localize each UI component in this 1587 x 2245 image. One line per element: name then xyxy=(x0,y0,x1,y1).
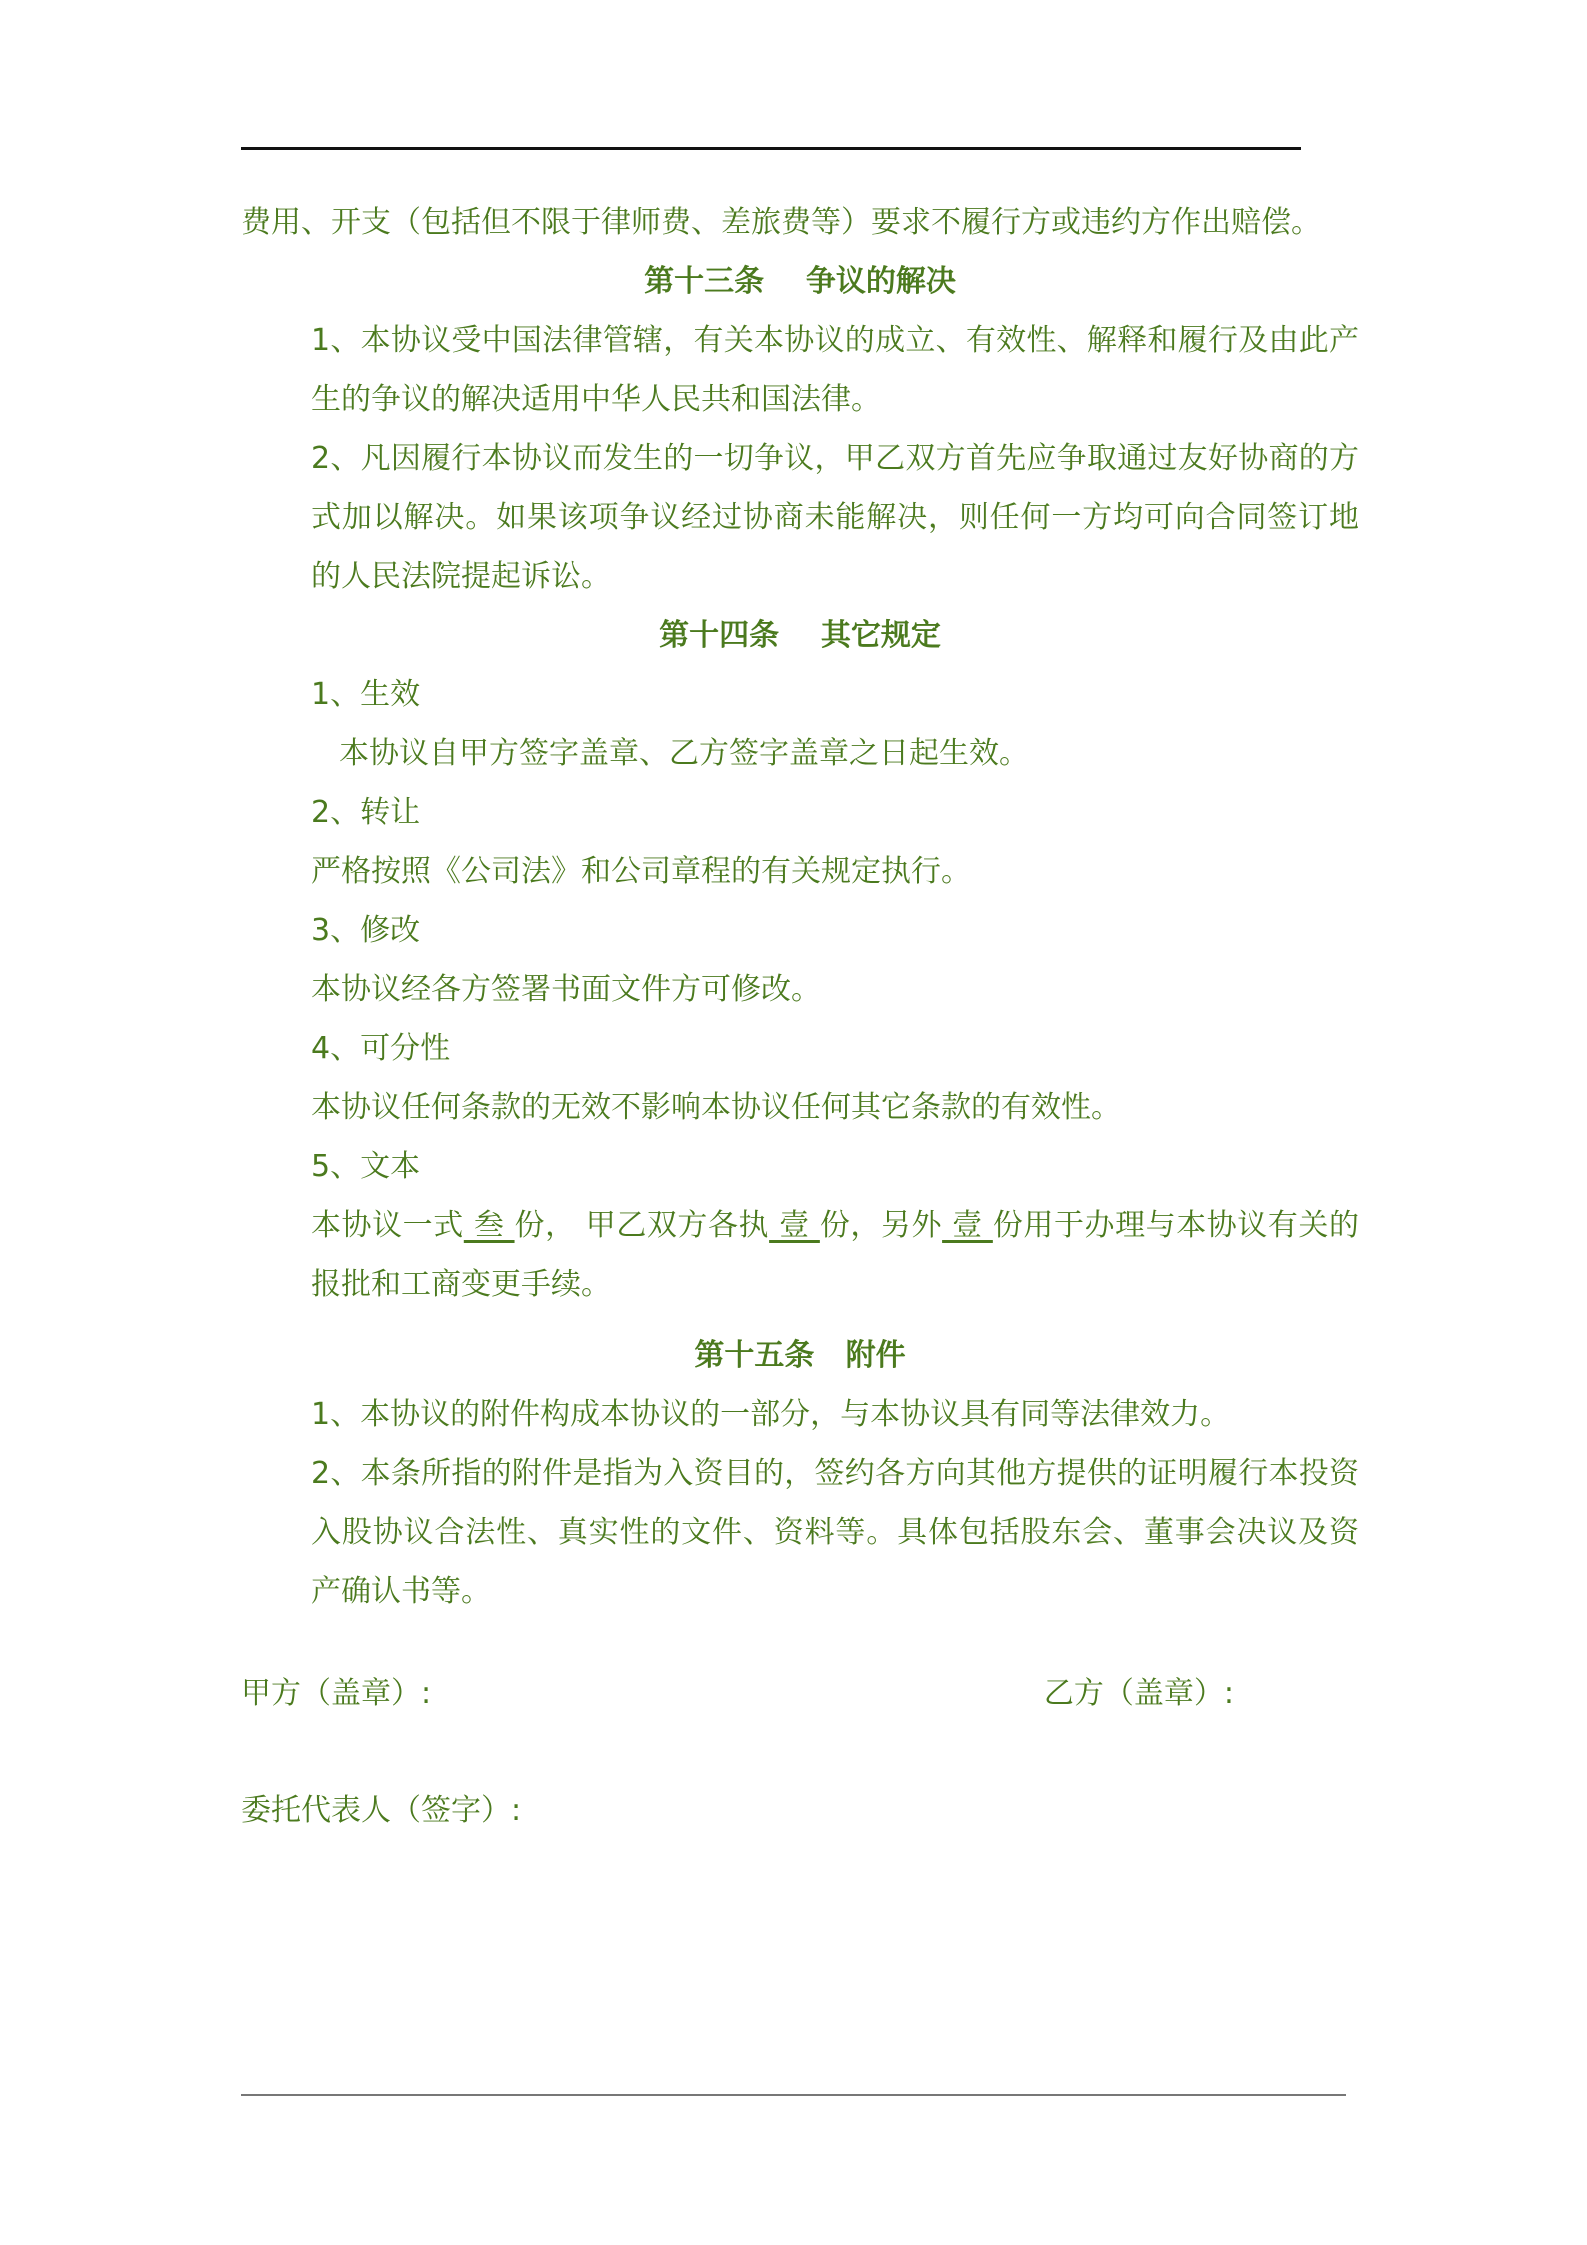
document-body xyxy=(241,193,1359,1840)
top-rule xyxy=(241,147,1301,150)
copies-text-c: 份，另外 xyxy=(819,1208,943,1243)
signature-row xyxy=(241,1664,1359,1723)
article-13-clause-2: 2、凡因履行本协议而发生的一切争议，甲乙双方首先应争取通过友好协商的方式加以解决。如果该项争议经过协商未能解决，则任何一方均可向合同签订地的人民法院提起诉讼。 xyxy=(311,441,1359,594)
copies-text-b: 份， 甲乙双方各执 xyxy=(514,1208,770,1243)
bottom-rule xyxy=(241,2094,1346,2096)
spacer xyxy=(241,1621,1359,1664)
representative-signature-label: 委托代表人（签字）: xyxy=(241,1793,522,1828)
article-14-item-1-title: 1、生效 xyxy=(311,677,421,712)
article-15-clause-1: 1、本协议的附件构成本协议的一部分，与本协议具有同等法律效力。 xyxy=(311,1397,1231,1432)
article-14-item-2-body: 严格按照《公司法》和公司章程的有关规定执行。 xyxy=(311,854,971,889)
spacer xyxy=(241,1723,1359,1781)
article-13-heading: 第十三条 争议的解决 xyxy=(644,264,956,299)
continuation-paragraph: 费用、开支（包括但不限于律师费、差旅费等）要求不履行方或违约方作出赔偿。 xyxy=(241,205,1321,240)
copies-text-d: 份用于办理与本协议有关的报批和工商变更手续。 xyxy=(311,1208,1359,1302)
copies-text-a: 本协议一式 xyxy=(311,1208,464,1243)
article-15-heading: 第十五条 附件 xyxy=(694,1338,906,1373)
article-14-item-4-title: 4、可分性 xyxy=(311,1031,451,1066)
party-a-seal-label: 甲方（盖章）: xyxy=(241,1676,432,1711)
article-14-item-4-body: 本协议任何条款的无效不影响本协议任何其它条款的有效性。 xyxy=(311,1090,1121,1125)
article-15-clause-2: 2、本条所指的附件是指为入资目的，签约各方向其他方提供的证明履行本投资入股协议合法性、真实性的文件、资料等。具体包括股东会、董事会决议及资产确认书等。 xyxy=(311,1456,1359,1609)
article-14-item-3-body: 本协议经各方签署书面文件方可修改。 xyxy=(311,972,821,1007)
copies-each-blank: 壹 xyxy=(769,1208,820,1243)
article-14-item-3-title: 3、修改 xyxy=(311,913,421,948)
article-14-item-5-title: 5、文本 xyxy=(311,1149,421,1184)
article-14-heading: 第十四条 其它规定 xyxy=(659,618,941,653)
copies-other-blank: 壹 xyxy=(942,1208,993,1243)
article-13-clause-1: 1、本协议受中国法律管辖，有关本协议的成立、有效性、解释和履行及由此产生的争议的解决适用中华人民共和国法律。 xyxy=(311,323,1359,417)
copies-total-blank: 叁 xyxy=(463,1208,515,1243)
article-14-item-2-title: 2、转让 xyxy=(311,795,421,830)
article-14-item-1-body: 本协议自甲方签字盖章、乙方签字盖章之日起生效。 xyxy=(339,736,1029,771)
spacer xyxy=(241,1314,1359,1326)
article-14-item-5-body xyxy=(241,1196,1359,1314)
party-b-seal-label: 乙方（盖章）: xyxy=(1043,1676,1234,1711)
